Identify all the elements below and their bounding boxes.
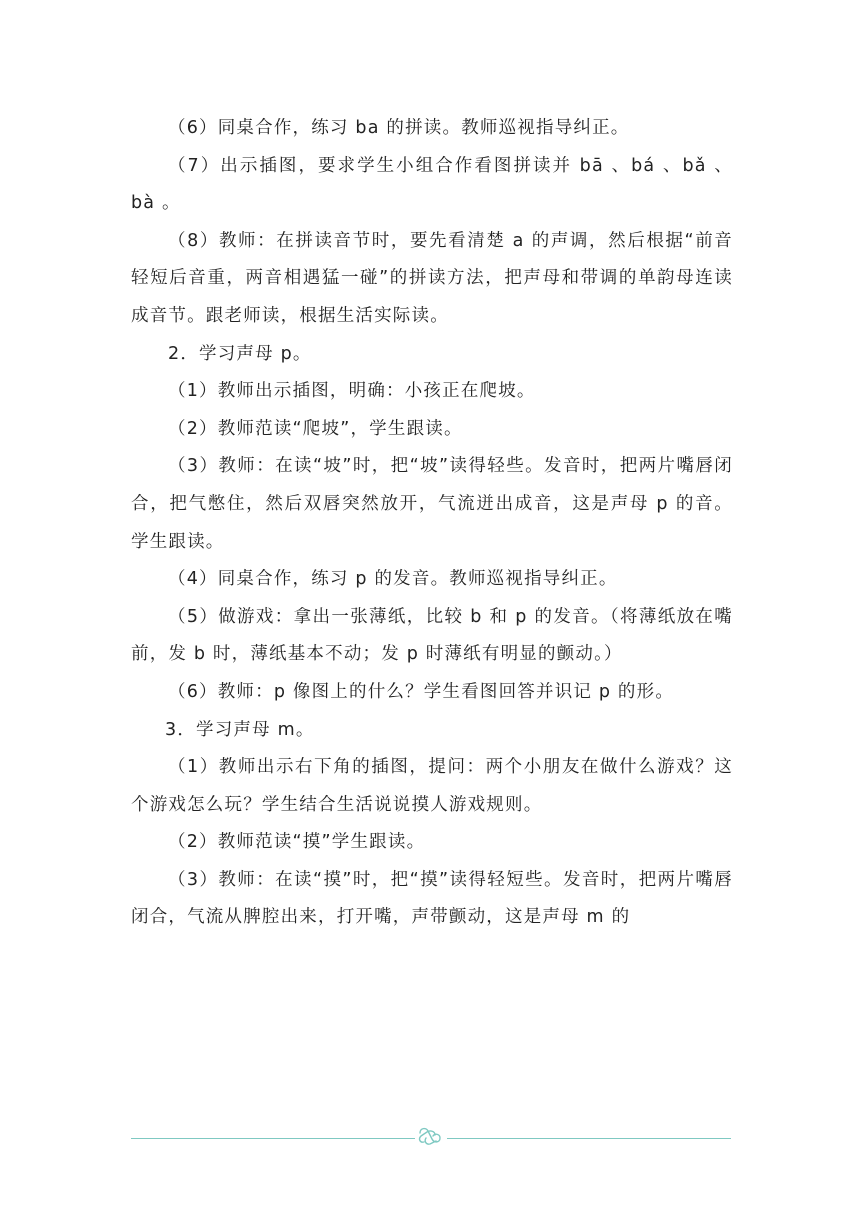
knot-ornament-icon — [414, 1124, 446, 1150]
paragraph: （3）教师：在读“坡”时，把“坡”读得轻些。发音时，把两片嘴唇闭合，把气憋住，然后双唇突然放开，气流迸出成音，这是声母 p 的音。学生跟读。 — [131, 456, 733, 552]
paragraph: （6）教师：p 像图上的什么？学生看图回答并识记 p 的形。 — [168, 681, 675, 702]
footer-divider-right — [447, 1138, 731, 1139]
footer-divider-left — [131, 1138, 415, 1139]
paragraph: （3）教师：在读“摸”时，把“摸”读得轻短些。发音时，把两片嘴唇闭合，气流从脾腔出来，打开嘴，声带颤动，这是声母 m 的 — [131, 869, 733, 928]
paragraph: （5）做游戏：拿出一张薄纸，比较 b 和 p 的发音。（将薄纸放在嘴前，发 b 时，薄纸基本不动；发 p 时薄纸有明显的颤动。） — [131, 606, 733, 665]
section-heading: 3．学习声母 m。 — [165, 719, 315, 740]
paragraph: （7）出示插图，要求学生小组合作看图拼读并 bā 、bá 、bǎ 、bà 。 — [131, 155, 733, 214]
paragraph: （1）教师出示插图，明确：小孩正在爬坡。 — [168, 381, 536, 402]
paragraph: （4）同桌合作，练习 p 的发音。教师巡视指导纠正。 — [168, 569, 618, 590]
paragraph: （1）教师出示右下角的插图，提问：两个小朋友在做什么游戏？这个游戏怎么玩？学生结合生活说说摸人游戏规则。 — [131, 757, 733, 815]
paragraph: （6）同桌合作，练习 ba 的拼读。教师巡视指导纠正。 — [168, 118, 630, 138]
paragraph: （2）教师范读“摸”学生跟读。 — [168, 832, 426, 853]
document-body — [131, 110, 733, 937]
paragraph: （2）教师范读“爬坡”，学生跟读。 — [168, 418, 463, 439]
section-heading: 2．学习声母 p。 — [168, 343, 312, 364]
paragraph: （8）教师：在拼读音节时，要先看清楚 a 的声调，然后根据“前音轻短后音重，两音相遇猛一碰”的拼读方法，把声母和带调的单韵母连读成音节。跟老师读，根据生活实际读。 — [131, 230, 733, 326]
